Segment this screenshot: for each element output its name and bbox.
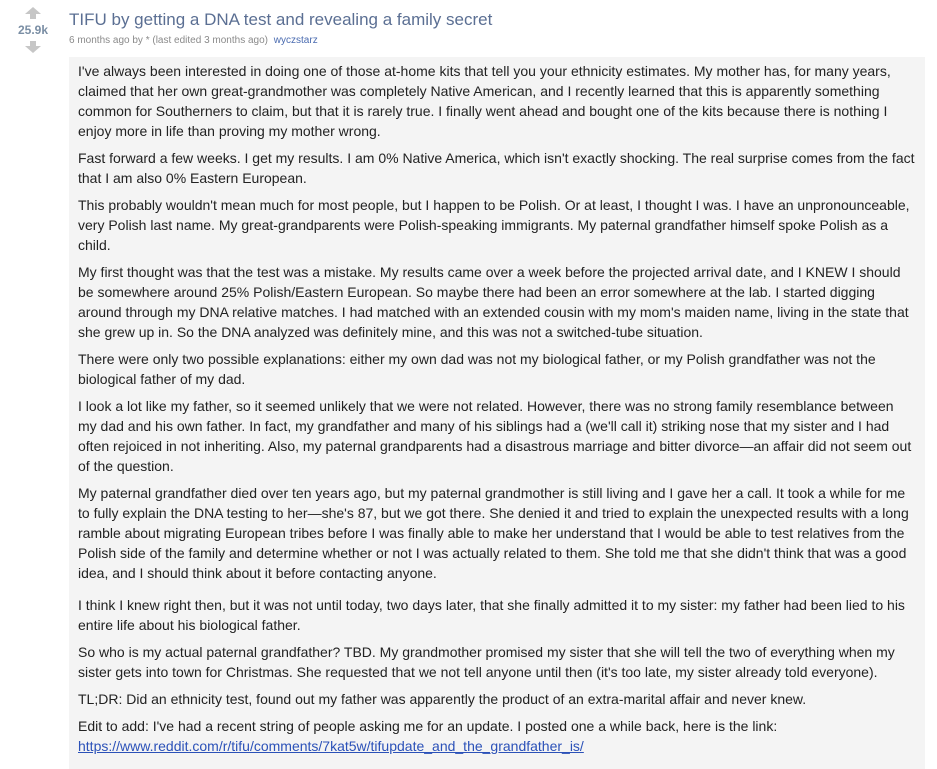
tagline-text: 6 months ago by * (last edited 3 months ago)	[69, 35, 269, 46]
post-body	[69, 57, 925, 769]
post-tagline	[69, 35, 927, 46]
body-paragraph: This probably wouldn't mean much for most people, but I happen to be Polish. Or at least, I thought I was. I have an unpronounceable, very Polish last name. My great-grandparents were Polish-speaking immigrants. My paternal grandfather himself spoke Polish as a child.	[78, 197, 910, 253]
body-paragraph: My first thought was that the test was a mistake. My results came over a week before the projected arrival date, and I KNEW I should be somewhere around 25% Polish/Eastern European. So maybe there had been an error somewhere at the lab. I started digging around through my DNA relative matches. I had matched with an extended cousin with my mom's maiden name, living in the state that she grew up in. So the DNA analyzed was definitely mine, and this was not a switched-tube situation.	[78, 264, 909, 340]
body-paragraph: There were only two possible explanations: either my own dad was not my biological father, or my Polish grandfather was not the biological father of my dad.	[78, 351, 876, 387]
downvote-arrow-icon[interactable]	[24, 40, 42, 54]
body-paragraph: TL;DR: Did an ethnicity test, found out my father was apparently the product of an extra-marital affair and never knew.	[78, 691, 807, 707]
vote-column	[14, 6, 52, 54]
body-paragraph-edit	[78, 716, 916, 756]
body-paragraph: I've always been interested in doing one of those at-home kits that tell you your ethnicity estimates. My mother has, for many years, claimed that her own great-grandmother was completely Native American, and I recently learned that this is apparently something common for Southerners to claim, but that it is rarely true. I finally went ahead and bought one of the kits because there is nothing I enjoy more in life than proving my mother wrong.	[78, 63, 891, 139]
upvote-arrow-icon[interactable]	[24, 6, 42, 20]
post-score: 25.9k	[17, 23, 49, 37]
update-link[interactable]: https://www.reddit.com/r/tifu/comments/7kat5w/tifupdate_and_the_grandfather_is/	[78, 738, 584, 754]
body-paragraph: I look a lot like my father, so it seemed unlikely that we were not related. However, there was no strong family resemblance between my dad and his own father. In fact, my grandfather and many of his siblings had a (we'll call it) striking nose that my sister and I had often rejoiced in not inheriting. Also, my paternal grandparents had a disastrous marriage and bitter divorce—an affair did not seem out of the question.	[78, 398, 912, 474]
body-paragraph: Fast forward a few weeks. I get my results. I am 0% Native America, which isn't exactly shocking. The real surprise comes from the fact that I am also 0% Eastern European.	[78, 150, 915, 186]
post-title-link[interactable]: TIFU by getting a DNA test and revealing a family secret	[69, 10, 493, 29]
author-link[interactable]: wyczstarz	[273, 35, 318, 46]
edit-text: Edit to add: I've had a recent string of people asking me for an update. I posted one a while back, here is the link:	[78, 718, 778, 734]
body-paragraph: My paternal grandfather died over ten years ago, but my paternal grandmother is still living and I gave her a call. It took a while for me to fully explain the DNA testing to her—she's 87, but we got there. She denied it and tried to explain the unexpected results with a long ramble about migrating European tribes before I was finally able to make her understand that I would be able to test relatives from the Polish side of the family and determine whether or not I was actually related to them. She told me that she didn't think that was a good idea, and I should think about it before contacting anyone.	[78, 485, 909, 581]
body-paragraph: I think I knew right then, but it was not until today, two days later, that she finally admitted it to my sister: my father had been lied to his entire life about his biological father.	[78, 597, 905, 633]
body-paragraph: So who is my actual paternal grandfather? TBD. My grandmother promised my sister that she will tell the two of everything when my sister gets into town for Christmas. She requested that we not tell anyone until then (it's too late, my sister already told everyone).	[78, 644, 895, 680]
post-header	[69, 10, 927, 46]
